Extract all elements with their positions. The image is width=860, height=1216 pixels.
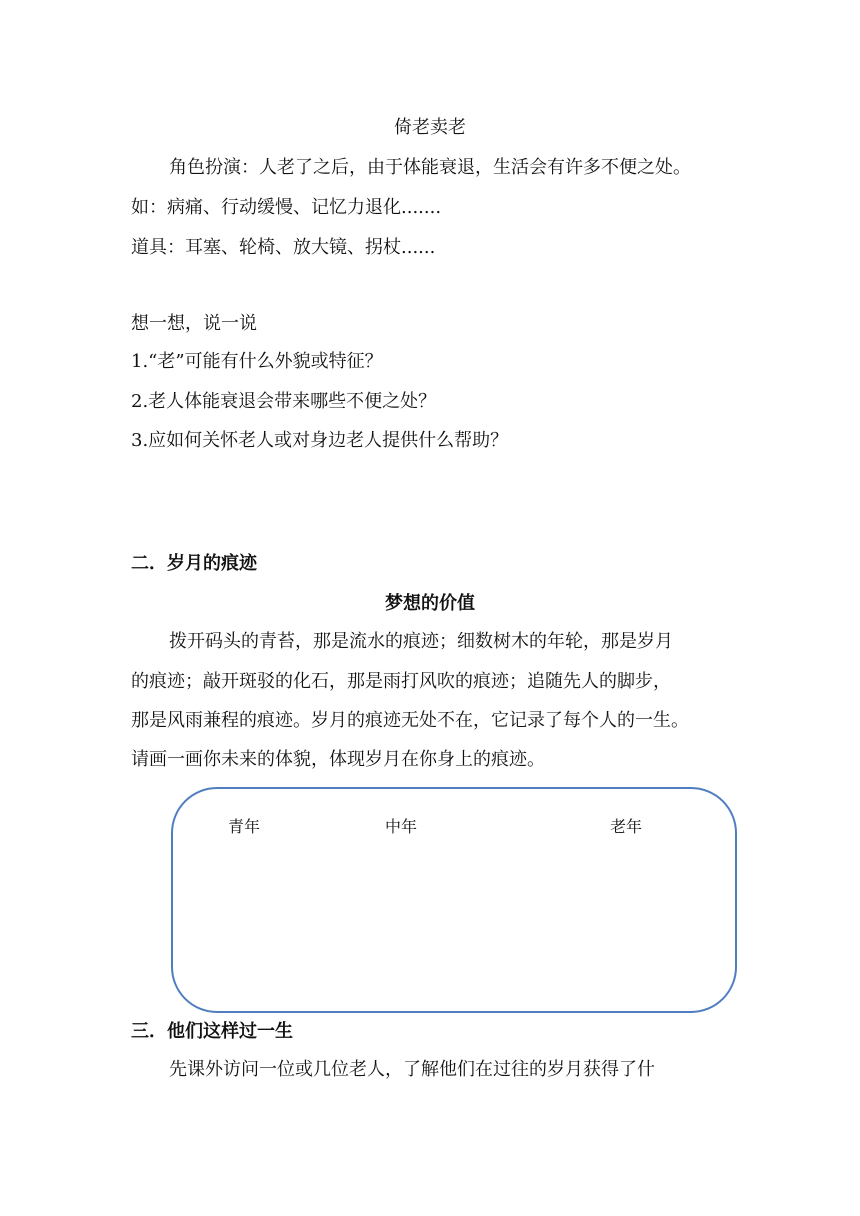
paragraph-line-2: 的痕迹；敲开斑驳的化石，那是雨打风吹的痕迹；追随先人的脚步， <box>131 671 671 692</box>
question-3: 3.应如何关怀老人或对身边老人提供什么帮助？ <box>131 430 509 451</box>
paragraph-line-4: 请画一画你未来的体貌，体现岁月在你身上的痕迹。 <box>131 749 545 770</box>
section2-subtitle: 梦想的价值 <box>385 593 475 614</box>
label-youth: 青年 <box>228 817 261 836</box>
question-2: 2.老人体能衰退会带来哪些不便之处？ <box>131 391 437 412</box>
label-middle-age: 中年 <box>385 817 418 836</box>
roleplay-text: 角色扮演：人老了之后，由于体能衰退，生活会有许多不便之处。 <box>169 157 691 178</box>
examples-text: 如：病痛、行动缓慢、记忆力退化....... <box>131 197 442 218</box>
think-title: 想一想，说一说 <box>131 313 257 334</box>
section3-paragraph: 先课外访问一位或几位老人，了解他们在过往的岁月获得了什 <box>169 1059 655 1080</box>
question-1: 1.“老”可能有什么外貌或特征？ <box>131 351 383 372</box>
props-text: 道具：耳塞、轮椅、放大镜、拐杖...... <box>131 237 436 258</box>
section3-heading: 三．他们这样过一生 <box>131 1021 293 1042</box>
section2-heading: 二．岁月的痕迹 <box>131 553 257 574</box>
paragraph-line-3: 那是风雨兼程的痕迹。岁月的痕迹无处不在，它记录了每个人的一生。 <box>131 710 689 731</box>
paragraph-line-1: 拨开码头的青苔，那是流水的痕迹；细数树木的年轮，那是岁月 <box>169 631 673 652</box>
label-old-age: 老年 <box>610 817 643 836</box>
section1-title: 倚老卖老 <box>394 117 466 138</box>
